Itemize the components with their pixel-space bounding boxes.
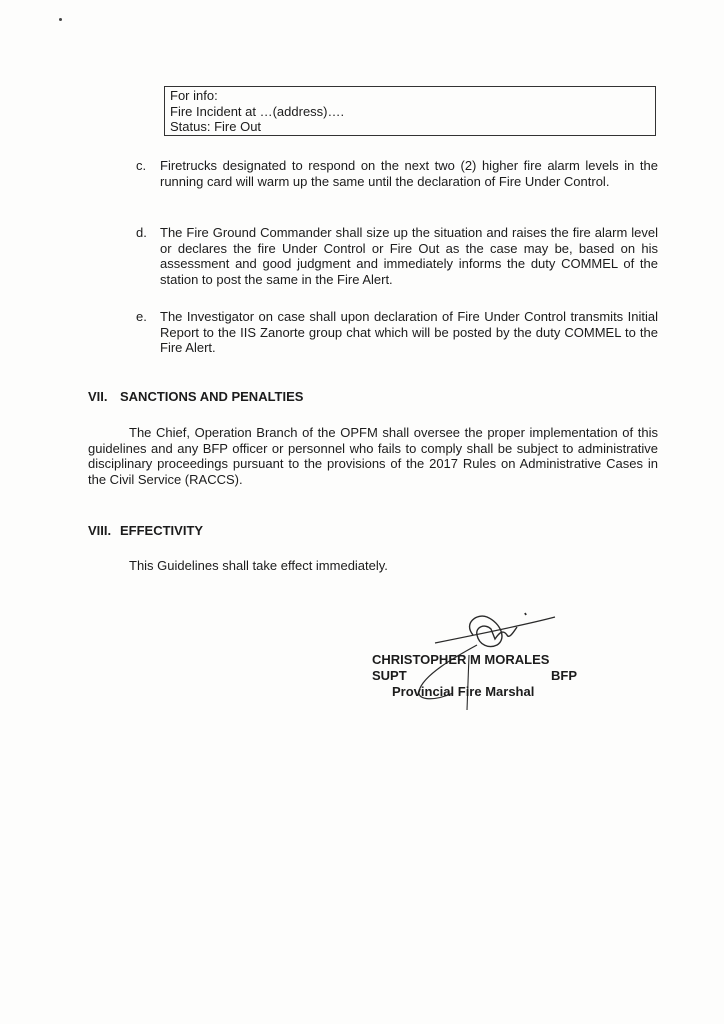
signatory-name: CHRISTOPHER M MORALES: [372, 652, 550, 667]
list-item-letter: e.: [136, 309, 147, 324]
sanctions-paragraph: The Chief, Operation Branch of the OPFM shall oversee the proper implementation of this guidelines and any BFP officer or personnel who fails to comply shall be subject to administrative disciplinary proceedings pursuant to the provisions of the 2017 Rules on Administrative Cases in the Civil Service (RACCS).: [88, 425, 658, 487]
signatory-title: Provincial Fire Marshal: [392, 684, 535, 699]
info-line-1: For info:: [170, 88, 218, 103]
scan-speck: [59, 18, 62, 21]
signatory-rank-row: [372, 668, 577, 684]
signatory-service: BFP: [551, 668, 577, 683]
list-item-text: The Investigator on case shall upon declaration of Fire Under Control transmits Initial Report to the IIS Zanorte group chat which will be posted by the duty COMMEL to the Fire Alert.: [160, 309, 658, 355]
signatory-rank: SUPT: [372, 668, 407, 683]
list-item-letter: c.: [136, 158, 147, 173]
section-title: SANCTIONS AND PENALTIES: [120, 389, 304, 404]
section-number: VIII.: [88, 523, 112, 538]
section-heading-effectivity: [88, 523, 203, 538]
list-item-text: The Fire Ground Commander shall size up the situation and raises the fire alarm level or declares the fire Under Control or Fire Out as the case may be, based on his assessment and good judgment and immediately informs the duty COMMEL of the station to post the same in the Fire Alert.: [160, 225, 658, 287]
list-item-letter: d.: [136, 225, 147, 240]
info-line-3: Status: Fire Out: [170, 119, 262, 134]
list-item-c: [136, 158, 658, 189]
list-item-e: [136, 309, 658, 356]
list-item-d: [136, 225, 658, 287]
section-heading-sanctions: [88, 389, 303, 404]
info-line-2: Fire Incident at …(address)….: [170, 103, 345, 119]
section-number: VII.: [88, 389, 108, 404]
info-box: [164, 86, 656, 136]
section-title: EFFECTIVITY: [120, 523, 204, 538]
effectivity-paragraph: This Guidelines shall take effect immediately.: [129, 558, 388, 573]
list-item-text: Firetrucks designated to respond on the next two (2) higher fire alarm levels in the running card will warm up the same until the declaration of Fire Under Control.: [160, 158, 658, 189]
